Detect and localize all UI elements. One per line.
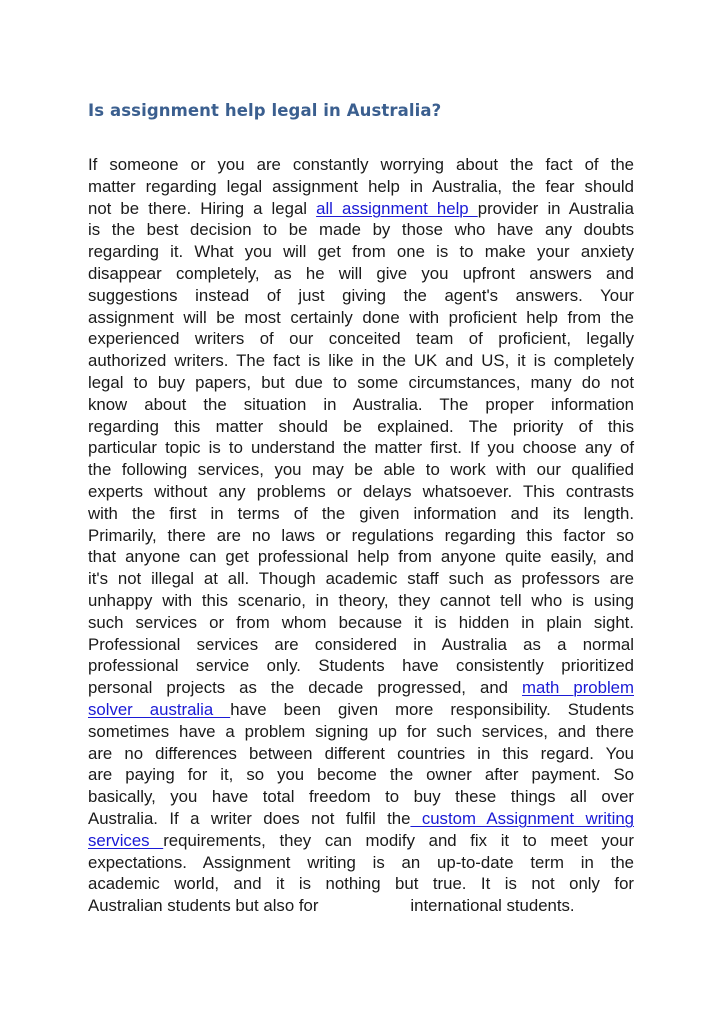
paragraph-line: [88, 263, 634, 285]
paragraph-line: [88, 786, 634, 808]
paragraph-line: [88, 852, 634, 874]
inline-link[interactable]: custom Assignment writing: [410, 808, 634, 828]
paragraph-line: [88, 416, 634, 438]
line-text: is the best decision to be made by those who have any doubts: [88, 220, 634, 240]
line-text: authorized writers. The fact is like in the UK and US, it is completely: [88, 351, 634, 371]
inline-link[interactable]: all assignment help: [316, 198, 478, 218]
line-text: Primarily, there are no laws or regulations regarding this factor so: [88, 525, 634, 545]
line-text: assignment will be most certainly done with proficient help from the: [88, 307, 634, 327]
last-line-right-text: international students.: [410, 896, 575, 916]
paragraph-line: [88, 830, 634, 852]
last-line-left-text: Australian students but also for: [88, 896, 319, 916]
line-text: matter regarding legal assignment help in Australia, the fear should: [88, 176, 634, 196]
line-text: If someone or you are constantly worrying about the fact of the: [88, 155, 634, 174]
paragraph-line: [88, 154, 634, 176]
paragraph-line: [88, 241, 634, 263]
line-text: provider in Australia: [477, 198, 634, 218]
line-text: are paying for it, so you become the owner after payment. So: [88, 765, 634, 785]
line-text: with the first in terms of the given information and its length.: [88, 503, 634, 523]
paragraph-line: [88, 808, 634, 830]
paragraph-line: [88, 655, 634, 677]
line-text: personal projects as the decade progressed, and: [88, 678, 523, 698]
paragraph-line: [88, 328, 634, 350]
paragraph-line: [88, 198, 634, 220]
paragraph-line: [88, 350, 634, 372]
paragraph-line: [88, 612, 634, 634]
paragraph-line: [88, 176, 634, 198]
line-text: have been given more responsibility. Students: [230, 699, 634, 719]
line-text: regarding it. What you will get from one is to make your anxiety: [88, 242, 634, 262]
paragraph-line: [88, 743, 634, 765]
line-text: suggestions instead of just giving the agent's answers. Your: [88, 285, 634, 305]
inline-link[interactable]: math problem: [522, 678, 634, 698]
line-text: not be there. Hiring a legal: [88, 198, 317, 218]
line-text: experienced writers of our conceited team of proficient, legally: [88, 329, 634, 349]
paragraph-last-line: [88, 895, 634, 917]
paragraph-line: [88, 285, 634, 307]
line-text: particular topic is to understand the matter first. If you choose any of: [88, 438, 634, 458]
paragraph-line: [88, 394, 634, 416]
line-text: sometimes have a problem signing up for such services, and there: [88, 721, 634, 741]
line-text: professional service only. Students have consistently prioritized: [88, 656, 634, 676]
line-text: requirements, they can modify and fix it to meet your: [163, 830, 634, 850]
line-text: are no differences between different countries in this regard. You: [88, 743, 634, 763]
body-paragraph: [88, 154, 634, 917]
line-text: academic world, and it is nothing but true. It is not only for: [88, 874, 634, 894]
line-text: it's not illegal at all. Though academic staff such as professors are: [88, 569, 634, 589]
paragraph-line: [88, 503, 634, 525]
paragraph-line: [88, 764, 634, 786]
paragraph-line: [88, 437, 634, 459]
line-text: experts without any problems or delays whatsoever. This contrasts: [88, 481, 634, 501]
line-text: disappear completely, as he will give you upfront answers and: [88, 263, 634, 283]
paragraph-line: [88, 677, 634, 699]
page-title: Is assignment help legal in Australia?: [88, 101, 442, 120]
paragraph-line: [88, 568, 634, 590]
paragraph-line: [88, 525, 634, 547]
line-text: that anyone can get professional help from anyone quite easily, and: [88, 547, 634, 567]
inline-link[interactable]: solver australia: [88, 699, 231, 719]
paragraph-line: [88, 699, 634, 721]
line-text: such services or from whom because it is hidden in plain sight.: [88, 612, 634, 632]
paragraph-line: [88, 372, 634, 394]
paragraph-line: [88, 634, 634, 656]
paragraph-line: [88, 546, 634, 568]
paragraph-line: [88, 307, 634, 329]
inline-link[interactable]: services: [88, 830, 164, 850]
paragraph-line: [88, 590, 634, 612]
line-text: basically, you have total freedom to buy these things all over: [88, 787, 634, 807]
line-text: regarding this matter should be explained. The priority of this: [88, 416, 634, 436]
paragraph-line: [88, 481, 634, 503]
line-text: expectations. Assignment writing is an up-to-date term in the: [88, 852, 634, 872]
line-text: legal to buy papers, but due to some circumstances, many do not: [88, 372, 634, 392]
paragraph-line: [88, 219, 634, 241]
line-text: unhappy with this scenario, in theory, they cannot tell who is using: [88, 590, 634, 610]
line-text: Australia. If a writer does not fulfil the: [88, 808, 411, 828]
paragraph-line: [88, 721, 634, 743]
line-text: the following services, you may be able to work with our qualified: [88, 460, 634, 480]
paragraph-line: [88, 459, 634, 481]
paragraph-line: [88, 873, 634, 895]
line-text: Professional services are considered in Australia as a normal: [88, 634, 634, 654]
line-text: know about the situation in Australia. The proper information: [88, 394, 634, 414]
